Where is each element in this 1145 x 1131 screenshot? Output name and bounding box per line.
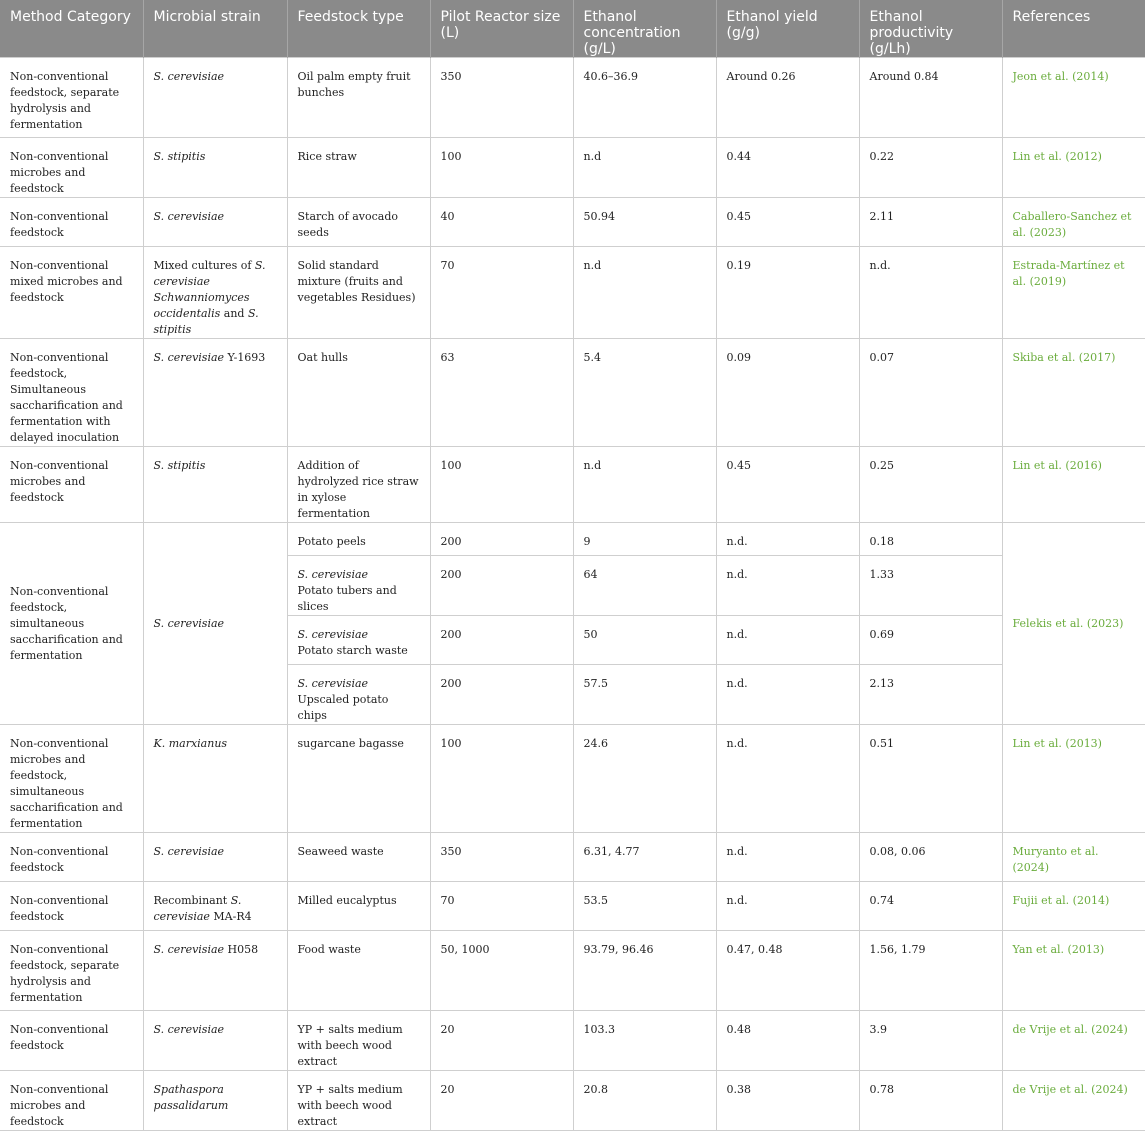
header-ethanol-productivity: Ethanol productivity (g/Lh)	[859, 0, 1002, 58]
strain-cell: S. cerevisiae	[143, 833, 287, 882]
feedstock-cell: Food waste	[287, 931, 430, 1011]
reactor-cell: 100	[430, 447, 573, 523]
feedstock-cell: Addition of hydrolyzed rice straw in xylose fermentation	[287, 447, 430, 523]
table-row	[0, 198, 1145, 247]
feedstock-cell: YP + salts medium with beech wood extract	[287, 1011, 430, 1071]
strain-cell: S. stipitis	[143, 447, 287, 523]
strain-cell: S. stipitis	[143, 138, 287, 198]
reference-link[interactable]: Yan et al. (2013)	[1002, 931, 1145, 1011]
productivity-cell: 1.56, 1.79	[859, 931, 1002, 1011]
strain-cell: K. marxianus	[143, 725, 287, 833]
table-row	[0, 523, 1145, 556]
strain-cell: S. cerevisiae H058	[143, 931, 287, 1011]
reference-link[interactable]: Lin et al. (2016)	[1002, 447, 1145, 523]
reference-link[interactable]: de Vrije et al. (2024)	[1002, 1011, 1145, 1071]
reactor-cell: 200	[430, 556, 573, 616]
feedstock-cell: S. cerevisiae Potato starch waste	[287, 616, 430, 665]
header-microbial-strain: Microbial strain	[143, 0, 287, 58]
method-cell: Non-conventional microbes and feedstock	[0, 1071, 143, 1131]
table-row	[0, 931, 1145, 1011]
productivity-cell: 0.08, 0.06	[859, 833, 1002, 882]
feedstock-cell: Rice straw	[287, 138, 430, 198]
yield-cell: n.d.	[716, 523, 859, 556]
reactor-cell: 70	[430, 247, 573, 339]
feedstock-cell: Milled eucalyptus	[287, 882, 430, 931]
productivity-cell: 3.9	[859, 1011, 1002, 1071]
method-cell: Non-conventional feedstock	[0, 198, 143, 247]
table-row	[0, 138, 1145, 198]
table-row	[0, 1011, 1145, 1071]
header-method-category: Method Category	[0, 0, 143, 58]
reference-link[interactable]: Caballero-Sanchez et al. (2023)	[1002, 198, 1145, 247]
feedstock-cell: Oil palm empty fruit bunches	[287, 58, 430, 138]
reactor-cell: 100	[430, 725, 573, 833]
header-pilot-reactor-size: Pilot Reactor size (L)	[430, 0, 573, 58]
yield-cell: n.d.	[716, 725, 859, 833]
strain-cell: S. cerevisiae	[143, 1011, 287, 1071]
reactor-cell: 63	[430, 339, 573, 447]
method-cell: Non-conventional mixed microbes and feedstock	[0, 247, 143, 339]
concentration-cell: 5.4	[573, 339, 716, 447]
yield-cell: 0.48	[716, 1011, 859, 1071]
concentration-cell: n.d	[573, 447, 716, 523]
yield-cell: n.d.	[716, 556, 859, 616]
reactor-cell: 40	[430, 198, 573, 247]
productivity-cell: 1.33	[859, 556, 1002, 616]
strain-cell: Spathaspora passalidarum	[143, 1071, 287, 1131]
strain-cell: S. cerevisiae	[143, 523, 287, 725]
header-ethanol-concentration: Ethanol concentration (g/L)	[573, 0, 716, 58]
reference-link[interactable]: Fujii et al. (2014)	[1002, 882, 1145, 931]
yield-cell: n.d.	[716, 665, 859, 725]
table-row	[0, 247, 1145, 339]
reactor-cell: 100	[430, 138, 573, 198]
strain-cell: S. cerevisiae	[143, 58, 287, 138]
reference-link[interactable]: Felekis et al. (2023)	[1002, 523, 1145, 725]
feedstock-cell: Starch of avocado seeds	[287, 198, 430, 247]
yield-cell: n.d.	[716, 833, 859, 882]
feedstock-cell: Seaweed waste	[287, 833, 430, 882]
concentration-cell: 57.5	[573, 665, 716, 725]
table-row	[0, 58, 1145, 138]
method-cell: Non-conventional feedstock	[0, 833, 143, 882]
yield-cell: Around 0.26	[716, 58, 859, 138]
concentration-cell: 20.8	[573, 1071, 716, 1131]
header-ethanol-yield: Ethanol yield (g/g)	[716, 0, 859, 58]
yield-cell: 0.09	[716, 339, 859, 447]
reactor-cell: 20	[430, 1071, 573, 1131]
concentration-cell: 53.5	[573, 882, 716, 931]
reference-link[interactable]: Jeon et al. (2014)	[1002, 58, 1145, 138]
yield-cell: n.d.	[716, 616, 859, 665]
feedstock-cell: YP + salts medium with beech wood extract	[287, 1071, 430, 1131]
concentration-cell: 50	[573, 616, 716, 665]
reference-link[interactable]: Estrada-Martínez et al. (2019)	[1002, 247, 1145, 339]
reference-link[interactable]: de Vrije et al. (2024)	[1002, 1071, 1145, 1131]
feedstock-cell: Potato peels	[287, 523, 430, 556]
reference-link[interactable]: Muryanto et al. (2024)	[1002, 833, 1145, 882]
feedstock-cell: S. cerevisiae Upscaled potato chips	[287, 665, 430, 725]
productivity-cell: 0.22	[859, 138, 1002, 198]
yield-cell: 0.44	[716, 138, 859, 198]
method-cell: Non-conventional feedstock	[0, 1011, 143, 1071]
feedstock-cell: S. cerevisiae Potato tubers and slices	[287, 556, 430, 616]
method-cell: Non-conventional microbes and feedstock	[0, 447, 143, 523]
header-references: References	[1002, 0, 1145, 58]
yield-cell: n.d.	[716, 882, 859, 931]
reactor-cell: 200	[430, 523, 573, 556]
feedstock-cell: Oat hulls	[287, 339, 430, 447]
strain-cell: Recombinant S. cerevisiae MA-R4	[143, 882, 287, 931]
reactor-cell: 350	[430, 833, 573, 882]
yield-cell: 0.45	[716, 447, 859, 523]
concentration-cell: 6.31, 4.77	[573, 833, 716, 882]
productivity-cell: 0.69	[859, 616, 1002, 665]
method-cell: Non-conventional feedstock, separate hydrolysis and fermentation	[0, 931, 143, 1011]
reference-link[interactable]: Lin et al. (2012)	[1002, 138, 1145, 198]
reactor-cell: 50, 1000	[430, 931, 573, 1011]
concentration-cell: 24.6	[573, 725, 716, 833]
yield-cell: 0.19	[716, 247, 859, 339]
reactor-cell: 70	[430, 882, 573, 931]
productivity-cell: n.d.	[859, 247, 1002, 339]
concentration-cell: n.d	[573, 138, 716, 198]
productivity-cell: 0.25	[859, 447, 1002, 523]
productivity-cell: 0.51	[859, 725, 1002, 833]
reactor-cell: 350	[430, 58, 573, 138]
method-cell: Non-conventional feedstock, Simultaneous saccharification and fermentation with delayed inoculation	[0, 339, 143, 447]
table-row	[0, 1071, 1145, 1131]
productivity-cell: 0.74	[859, 882, 1002, 931]
concentration-cell: 40.6–36.9	[573, 58, 716, 138]
productivity-cell: 0.78	[859, 1071, 1002, 1131]
productivity-cell: 2.11	[859, 198, 1002, 247]
header-feedstock-type: Feedstock type	[287, 0, 430, 58]
strain-cell: Mixed cultures of S. cerevisiae Schwanniomyces occidentalis and S. stipitis	[143, 247, 287, 339]
reference-link[interactable]: Lin et al. (2013)	[1002, 725, 1145, 833]
method-cell: Non-conventional microbes and feedstock	[0, 138, 143, 198]
method-cell: Non-conventional feedstock, separate hydrolysis and fermentation	[0, 58, 143, 138]
reactor-cell: 20	[430, 1011, 573, 1071]
table-row	[0, 725, 1145, 833]
table-row	[0, 833, 1145, 882]
table-row	[0, 882, 1145, 931]
concentration-cell: 50.94	[573, 198, 716, 247]
method-cell: Non-conventional feedstock, simultaneous saccharification and fermentation	[0, 523, 143, 725]
reference-link[interactable]: Skiba et al. (2017)	[1002, 339, 1145, 447]
header-row	[0, 0, 1145, 58]
productivity-cell: Around 0.84	[859, 58, 1002, 138]
productivity-cell: 2.13	[859, 665, 1002, 725]
yield-cell: 0.45	[716, 198, 859, 247]
method-cell: Non-conventional feedstock	[0, 882, 143, 931]
yield-cell: 0.47, 0.48	[716, 931, 859, 1011]
feedstock-cell: Solid standard mixture (fruits and vegetables Residues)	[287, 247, 430, 339]
method-cell: Non-conventional microbes and feedstock, simultaneous saccharification and fermentation	[0, 725, 143, 833]
reactor-cell: 200	[430, 665, 573, 725]
concentration-cell: 103.3	[573, 1011, 716, 1071]
yield-cell: 0.38	[716, 1071, 859, 1131]
concentration-cell: 9	[573, 523, 716, 556]
productivity-cell: 0.07	[859, 339, 1002, 447]
reactor-cell: 200	[430, 616, 573, 665]
table-row	[0, 339, 1145, 447]
productivity-cell: 0.18	[859, 523, 1002, 556]
strain-cell: S. cerevisiae Y-1693	[143, 339, 287, 447]
table-row	[0, 447, 1145, 523]
concentration-cell: 64	[573, 556, 716, 616]
concentration-cell: 93.79, 96.46	[573, 931, 716, 1011]
strain-cell: S. cerevisiae	[143, 198, 287, 247]
feedstock-cell: sugarcane bagasse	[287, 725, 430, 833]
concentration-cell: n.d	[573, 247, 716, 339]
